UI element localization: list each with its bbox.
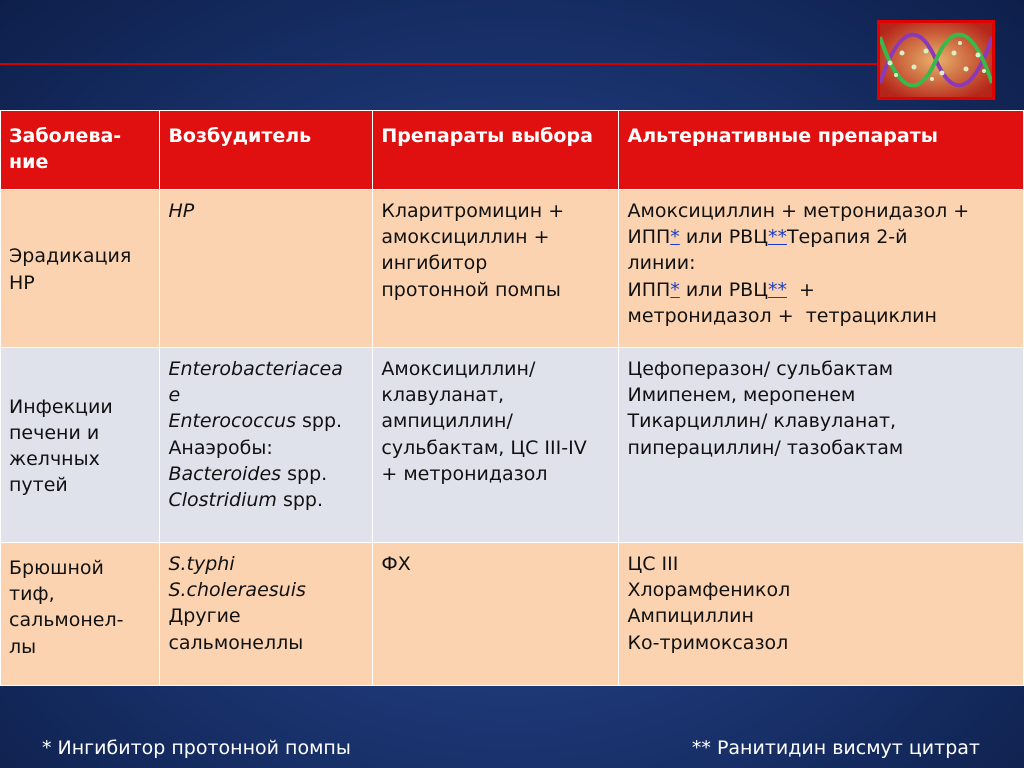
pathogen-text: e bbox=[168, 384, 181, 407]
drug-text: протонной помпы bbox=[381, 278, 561, 301]
footnote-rbc: ** Ранитидин висмут цитрат bbox=[691, 737, 980, 759]
header-pathogen: Возбудитель bbox=[160, 111, 373, 190]
header-disease bbox=[1, 111, 160, 190]
alt-text: линии: bbox=[627, 252, 696, 275]
alt-text: Цефоперазон/ сульбактам bbox=[627, 358, 894, 380]
pathogen-text: spp. bbox=[281, 462, 328, 485]
drug-text: сульбактам, ЦС III-IV bbox=[381, 436, 587, 459]
header-drugs-of-choice: Препараты выбора bbox=[373, 111, 619, 190]
disease-cell bbox=[1, 190, 160, 348]
disease-text: Эрадикация bbox=[9, 245, 132, 268]
pathogen-line bbox=[168, 461, 364, 487]
header-alternative-drugs: Альтернативные препараты bbox=[619, 111, 1024, 190]
rbc-footnote-link[interactable]: ** bbox=[767, 278, 787, 301]
disease-text: желчных bbox=[9, 448, 100, 470]
alt-text: Амоксициллин + метронидазол + bbox=[627, 200, 970, 222]
alt-text-line bbox=[627, 224, 1015, 250]
alt-text-line bbox=[627, 277, 1015, 303]
pathogen-text: Анаэробы: bbox=[168, 436, 273, 459]
alt-text: ИПП bbox=[627, 226, 671, 249]
disease-text: путей bbox=[9, 474, 68, 497]
drugs-cell bbox=[373, 348, 619, 543]
pathogen-text: Другие bbox=[168, 605, 241, 628]
pathogen-text: Enterobacteriacea bbox=[168, 358, 343, 380]
disease-cell bbox=[1, 543, 160, 686]
pathogen-text: Clostridium bbox=[168, 489, 277, 512]
drug-text: клавуланат, bbox=[381, 384, 505, 407]
pathogen-text: HP bbox=[168, 200, 195, 222]
pathogen-cell bbox=[160, 190, 373, 348]
pathogen-text: spp. bbox=[295, 410, 343, 433]
alt-text: Терапия 2-й bbox=[786, 226, 908, 249]
alt-text: Имипенем, меропенем bbox=[627, 384, 856, 407]
table-row bbox=[1, 543, 1024, 686]
alt-drugs-cell bbox=[619, 543, 1024, 686]
disease-cell bbox=[1, 348, 160, 543]
disease-text: НР bbox=[9, 271, 35, 294]
header-disease-line2: ние bbox=[9, 151, 49, 174]
pathogen-text: spp. bbox=[276, 489, 324, 512]
alt-text: + bbox=[786, 278, 815, 301]
alt-text: Ампициллин bbox=[627, 605, 754, 628]
alt-text: Тикарциллин/ клавуланат, bbox=[627, 410, 897, 433]
title-divider-line bbox=[0, 63, 880, 65]
pathogen-line bbox=[168, 487, 364, 513]
alt-drugs-cell bbox=[619, 348, 1024, 543]
alt-drugs-cell bbox=[619, 190, 1024, 348]
drug-text: ампициллин/ bbox=[381, 410, 513, 433]
header-disease-line1: Заболева- bbox=[9, 125, 122, 147]
rbc-footnote-link[interactable]: ** bbox=[767, 226, 787, 249]
alt-text: или РВЦ bbox=[679, 278, 768, 301]
pathogen-text: Enterococcus bbox=[168, 410, 296, 433]
disease-text: Брюшной bbox=[9, 557, 104, 579]
pathogen-text: S.choleraesuis bbox=[168, 579, 306, 602]
disease-text: печени и bbox=[9, 421, 100, 444]
alt-text: пиперациллин/ тазобактам bbox=[627, 436, 904, 459]
table-header-row bbox=[1, 111, 1024, 190]
pathogen-text: сальмонеллы bbox=[168, 631, 304, 654]
alt-text: Хлорамфеникол bbox=[627, 579, 791, 602]
pathogen-cell bbox=[160, 348, 373, 543]
disease-text: сальмонел- bbox=[9, 609, 124, 632]
alt-text: Ко-тримоксазол bbox=[627, 631, 789, 654]
drug-text: ФХ bbox=[381, 553, 411, 575]
alt-text: ЦС III bbox=[627, 553, 679, 575]
pathogen-cell bbox=[160, 543, 373, 686]
alt-text: метронидазол + тетрациклин bbox=[627, 304, 937, 327]
ppi-footnote-link[interactable]: * bbox=[670, 278, 680, 301]
pathogen-text: S.typhi bbox=[168, 553, 235, 575]
drug-text: Амоксициллин/ bbox=[381, 358, 536, 380]
ppi-footnote-link[interactable]: * bbox=[670, 226, 680, 249]
drug-text: амоксициллин + bbox=[381, 226, 550, 249]
drug-text: + метронидазол bbox=[381, 462, 548, 485]
drugs-cell bbox=[373, 190, 619, 348]
table-row bbox=[1, 348, 1024, 543]
disease-text: тиф, bbox=[9, 583, 55, 606]
alt-text: или РВЦ bbox=[679, 226, 768, 249]
treatment-table bbox=[0, 110, 1024, 686]
drugs-cell bbox=[373, 543, 619, 686]
table-row bbox=[1, 190, 1024, 348]
dna-helix-icon bbox=[877, 20, 995, 100]
alt-text: ИПП bbox=[627, 278, 671, 301]
disease-text: лы bbox=[9, 635, 37, 658]
pathogen-text: Bacteroides bbox=[168, 462, 282, 485]
drug-text: Кларитромицин + bbox=[381, 200, 565, 222]
footnote-ppi: * Ингибитор протонной помпы bbox=[42, 737, 351, 759]
drug-text: ингибитор bbox=[381, 252, 488, 275]
disease-text: Инфекции bbox=[9, 395, 113, 418]
pathogen-line bbox=[168, 408, 364, 434]
